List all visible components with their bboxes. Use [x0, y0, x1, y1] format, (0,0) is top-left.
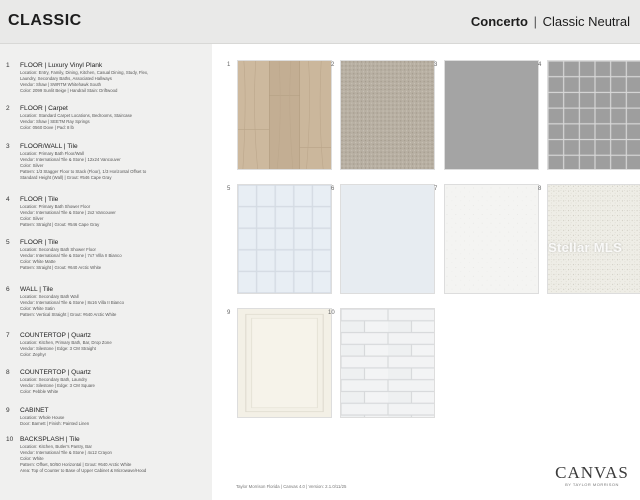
spec-line: Vendor: International Tile & Stone | 12x24 Vancouver	[20, 157, 121, 162]
spec-line: Vendor: International Tile & Stone | 2x2 Vancouver	[20, 210, 116, 215]
spec-line: Color: Silver	[20, 216, 44, 221]
spec-line: Pattern: 1/3 Stagger Floor to Stack (Floor), 1/3 Horizontal Offset to	[20, 169, 147, 174]
swatch-number: 5	[227, 186, 231, 192]
spec-line: Location: Whole House	[20, 415, 65, 420]
spec-line: Vendor: International Tile & Stone | 7x7 Villa II Bianco	[20, 253, 122, 258]
spec-item	[6, 105, 210, 131]
white-floor-tile-swatch	[237, 184, 335, 294]
collection-style: Classic Neutral	[542, 14, 630, 29]
swatch-number: 4	[538, 62, 542, 68]
logo-name: CANVAS	[555, 463, 629, 482]
spec-line: Color: Zephyr	[20, 352, 47, 357]
spec-number: 8	[6, 369, 10, 376]
canvas-logo	[548, 464, 636, 496]
spec-item	[6, 196, 210, 228]
spec-title: FLOOR | Tile	[20, 196, 59, 203]
spec-line: Location: Kitchen, Butler's Pantry, Bar	[20, 444, 92, 449]
spec-number: 4	[6, 196, 10, 203]
watermark: Stellar MLS	[548, 240, 623, 255]
spec-line: Location: Entry, Family, Dining, Kitchen, Casual Dining, Study, Flex,	[20, 70, 149, 75]
spec-number: 5	[6, 239, 10, 246]
swatch-number: 3	[434, 62, 438, 68]
spec-line: Location: Standard Carpet Locations, Bedrooms, Staircase	[20, 113, 133, 118]
spec-line: Pattern: Vertical Straight | Grout: #640 Arctic White	[20, 312, 117, 317]
spec-line: Location: Kitchen, Primary Bath, Bar, Drop Zone	[20, 340, 112, 345]
white-wall-tile-swatch	[340, 184, 438, 294]
collection-name: Concerto	[470, 14, 528, 29]
quartz-pebble-white-swatch	[547, 184, 640, 294]
spec-line: Vendor: International Tile & Stone | 4x12 Crayon	[20, 450, 112, 455]
spec-number: 1	[6, 62, 10, 69]
quartz-zephyr-swatch	[444, 184, 542, 294]
swatch-number: 7	[434, 186, 438, 192]
spec-line: Location: Primary Bath Shower Floor	[20, 204, 91, 209]
spec-title: WALL | Tile	[20, 286, 54, 293]
swatch-number: 1	[227, 62, 231, 68]
spec-number: 6	[6, 286, 10, 293]
spec-line: Pattern: Straight | Grout: #546 Cape Gray	[20, 222, 100, 227]
carpet-swatch	[340, 60, 438, 170]
spec-item	[6, 332, 210, 358]
backsplash-tile-swatch	[340, 308, 435, 418]
spec-line: Color: White Satin	[20, 306, 55, 311]
swatch-number: 8	[538, 186, 542, 192]
spec-line: Location: Secondary Bath Shower Floor	[20, 247, 96, 252]
footer-version: Taylor Morrison Florida | Canvas 4.0 | Version: 2.1.0/11/25	[236, 484, 347, 489]
spec-line: Color: 0560 Dove | Pad: 8 lb	[20, 125, 74, 130]
spec-item	[6, 407, 210, 427]
spec-line: Color: White Matte	[20, 259, 56, 264]
spec-line: Pattern: Straight | Grout: #640 Arctic White	[20, 265, 102, 270]
spec-item	[6, 143, 210, 181]
spec-item	[6, 239, 210, 271]
spec-title: FLOOR | Luxury Vinyl Plank	[20, 62, 103, 69]
spec-title: FLOOR | Tile	[20, 239, 59, 246]
specification-list	[0, 44, 212, 500]
brand-title: CLASSIC	[8, 12, 82, 29]
spec-line: Vendor: Shaw | SEETM Ray Springs	[20, 119, 90, 124]
spec-line: Vendor: Shaw | SWRTM Whitehawk South	[20, 82, 102, 87]
spec-line: Color: Pebble White	[20, 389, 59, 394]
spec-line: Color: White	[20, 456, 44, 461]
spec-line: Location: Secondary Bath, Laundry	[20, 377, 88, 382]
spec-item	[6, 436, 210, 474]
logo-tagline: BY TAYLOR MORRISON	[565, 482, 619, 487]
swatch-number: 6	[331, 186, 335, 192]
spec-line: Pattern: Offset, 50/50 Horizontal | Grout: #640 Arctic White	[20, 462, 132, 467]
spec-title: FLOOR/WALL | Tile	[20, 143, 78, 150]
spec-number: 7	[6, 332, 10, 339]
spec-line: Color: 2099 Sunlit Beige | Handrail Stain: Driftwood	[20, 88, 118, 93]
spec-line: Vendor: Silestone | Edge: 3 CM Square	[20, 383, 95, 388]
spec-number: 10	[6, 436, 14, 443]
spec-line: Location: Primary Bath Floor/Wall	[20, 151, 84, 156]
collection-separator: |	[533, 14, 537, 29]
spec-title: COUNTERTOP | Quartz	[20, 332, 91, 339]
spec-line: Area: Top of Counter to Base of Upper Cabinet & Microwave/Hood	[20, 468, 147, 473]
spec-title: CABINET	[20, 407, 49, 414]
spec-line: Door: Barnett | Finish: Painted Linen	[20, 421, 90, 426]
spec-line: Standard Height (Wall) | Grout: #546 Cape Gray	[20, 175, 112, 180]
spec-title: COUNTERTOP | Quartz	[20, 369, 91, 376]
spec-line: Color: Silver	[20, 163, 44, 168]
cabinet-door-swatch	[237, 308, 332, 418]
spec-number: 2	[6, 105, 10, 112]
spec-line: Vendor: International Tile & Stone | 8x16 Villa II Bianco	[20, 300, 124, 305]
floor-wall-tile-swatch	[444, 60, 542, 170]
spec-item	[6, 286, 210, 318]
spec-title: FLOOR | Carpet	[20, 105, 68, 112]
spec-line: Location: Secondary Bath Wall	[20, 294, 79, 299]
swatch-number: 9	[227, 310, 231, 316]
luxury-vinyl-plank-swatch	[237, 60, 335, 170]
spec-item	[6, 369, 210, 395]
spec-item	[6, 62, 210, 94]
spec-title: BACKSPLASH | Tile	[20, 436, 80, 443]
spec-line: Vendor: Silestone | Edge: 3 CM Straight	[20, 346, 96, 351]
shower-floor-mosaic-swatch	[547, 60, 640, 170]
swatch-number: 2	[331, 62, 335, 68]
swatch-number: 10	[328, 310, 335, 316]
header	[0, 0, 640, 44]
spec-number: 3	[6, 143, 10, 150]
spec-line: Laundry, Secondary Baths, Associated Hallways	[20, 76, 112, 81]
collection-title	[471, 14, 630, 29]
spec-number: 9	[6, 407, 10, 414]
